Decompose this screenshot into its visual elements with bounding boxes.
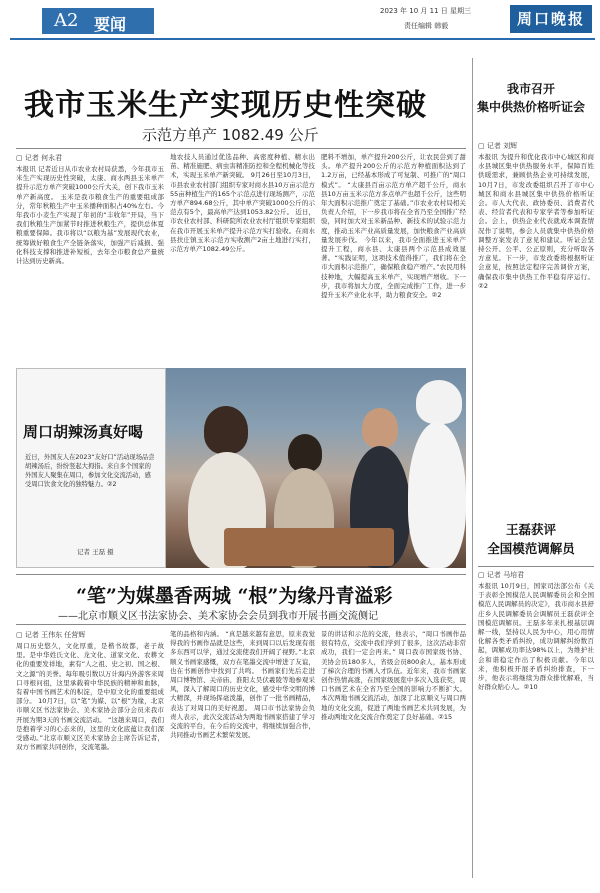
sidebar2-byline: ▢ 记者 马培君 xyxy=(478,570,524,580)
second-body-col3: 景的讲话和示范的交流，他表示，“周口书画作品很有特点，交流中我们学到了很多，这次活动非常成功，我们一定会再来。” 周口我市国家级书协、美协会员180多人，省级会员800余人，基本形成了梯次合理的书画人才队伍。近年来，我市书画家创作热情高涨，在国家级展览中多次入选获奖，周口书画艺术在全省乃至全国的影响力不断扩大。 本次两地书画交流活动，加深了北京顺义与周口两地的文化交流，促进了两地书画艺术共同发展，为推动两地文化交流合作奠定了良好基础。②15 xyxy=(321,630,466,721)
photo-person xyxy=(362,408,398,448)
page-number: A2 xyxy=(54,10,79,31)
news-photo xyxy=(16,368,466,568)
section-name: 要闻 xyxy=(94,15,127,34)
sidebar2-title-line2: 全国模范调解员 xyxy=(487,541,575,556)
second-subheadline: ——北京市顺义区书法家协会、美术家协会会员到我市开展书画交流侧记 xyxy=(58,611,378,622)
divider xyxy=(16,148,466,149)
food-tray xyxy=(224,528,394,566)
divider xyxy=(16,574,466,575)
column-divider xyxy=(472,58,473,878)
sidebar2-body: 本报讯 10月9日，国家司法部公布《关于表彰全国模范人民调解委员会和全国模范人民调解员的决定》，我市商水县舒庄乡人民调解委员会调解员王磊获评全国模范调解员。王磊多年来扎根基层调解一线，坚持以人民为中心，用心用情化解各类矛盾纠纷，成功调解纠纷数百起，调解成功率达98%以上，为维护社会和谐稳定作出了积极贡献。今年以来，他积极开展矛盾纠纷排查，下一步，他表示将继续为群众排忧解难，当好群众贴心人。②10 xyxy=(478,582,594,692)
lead-body-col1: 本报讯 记者近日从市农业农村局获悉，今年我市玉米生产实现历史性突破，太康、商水两县玉米单产提升示范方单产突破1000公斤大关，创下我市玉米单产新高度。 玉米是我市粮食生产的重要组成部分，常年秋粮生产中玉米播种面积占40%左右。今年我市小麦生产实现了年初的“丰收年”开局，当下我们秋粮生产加紧节时推进秋粮生产，提供总体夏粮重要保障。我市将以“以粮为基”发展现代农业，统筹做好粮食生产全链条落实，加强产后减损、强化科技支撑和推进补短板，去年全市粮食总产量统计达到历史新高。 xyxy=(16,165,164,266)
sidebar-divider xyxy=(478,566,594,567)
second-body-col2: 笔的品格和内涵。 “真是越来越有意思，原来我觉得我的书画作品就是这些，来到周口以后发现有很多东西可以学，通过交流使我们开阔了视野。”北京顺义书画家感慨，双方在笔墨交流中增进了友谊，也在书画创作中找到了共鸣。 书画家们先后走进周口博物馆、关帝庙、淮阳太昊伏羲陵等地参观采风，深入了解周口的历史文化，感受中华文明的博大精深，并现场挥毫泼墨，创作了一批书画精品，表达了对周口的美好祝愿。 周口市书法家协会负责人表示，此次交流活动为两地书画家搭建了学习交流的平台，在今后的交流中，将继续加强合作，共同推动书画艺术繁荣发展。 xyxy=(170,630,315,740)
lead-subheadline: 示范方单产 1082.49 公斤 xyxy=(142,126,319,144)
editor-credit: 责任编辑 韩毅 xyxy=(404,22,449,30)
photo-title: 周口胡辣汤真好喝 xyxy=(23,423,144,441)
newspaper-logo: 周口晚报 xyxy=(510,5,592,33)
page-badge xyxy=(42,8,154,34)
second-headline: “笔”为媒墨香两城 “根”为缘丹青溢彩 xyxy=(76,585,393,607)
sidebar1-byline: ▢ 记者 刘辉 xyxy=(478,141,517,151)
sidebar1-title-line2: 集中供热价格听证会 xyxy=(476,100,585,114)
divider xyxy=(16,624,466,625)
sidebar1-body: 本报讯 为提升和优化我市中心城区和商水县城区集中供热服务水平，保障百姓供暖需求，兼顾供热企业可持续发展，10月7日，市发改委组织召开了市中心城区和商水县城区集中供热价格听证会。市人大代表、政协委员、消费者代表、经营者代表和专家学者等参加听证会。会上，供热企业代表就成本调查情况作了说明，参会人员就集中供热价格调整方案发表了意见和建议。听证会坚持公开、公平、公正原则，充分听取各方意见。下一步，市发改委将根据听证会意见，按照法定程序完善调价方案，确保我市集中供热工作平稳有序运行。②2 xyxy=(478,153,594,290)
lead-byline: ▢ 记者 何永君 xyxy=(16,153,62,163)
second-body-col1: 周口历史悠久，文化厚重，是楷书故都，老子故里。是中华姓氏文化、龙文化、道家文化、农耕文化的重要发祥地，素有“人之祖、史之初、国之根、文之源”的美誉。每年吸引数以万计海内外游客来周口寻根问祖，这里承载着中华民族的精神和血脉，有着中国书画艺术的积淀，是中原文化的重要组成部分。 10月7日，以“笔”为媒、以“根”为缘，北京市顺义区书法家协会、美术家协会部分会员来我市开展为期3天的书画交流活动。 “这趟来周口，我们是抱着学习的心态来的，这里的文化底蕴让我们深受感动。”北京市顺义区美术家协会主席告诉记者，双方书画家共同创作，交流笔墨。 xyxy=(16,642,164,752)
issue-date: 2023 年 10 月 11 日 星期三 xyxy=(380,7,471,15)
sidebar2-title-line1: 王磊获评 xyxy=(505,522,556,537)
lead-headline: 我市玉米生产实现历史性突破 xyxy=(24,88,427,123)
second-byline: ▢ 记者 王伟东 任营辉 xyxy=(16,630,85,640)
photo-credit: 记者 王磊 摄 xyxy=(77,548,114,556)
photo-person xyxy=(408,422,466,568)
photo-person xyxy=(416,380,462,424)
lead-body-col2: 地农技人员通过优选品种、高密度种植、精水出苗、精准施肥、病虫害精准防控和全程机械化等技术，实现玉米单产新突破。 9月26日至10月3日，市县农业农村部门组织专家对商水县10万亩示范方55亩种植生产的165个示范点进行现场测产，示范方单产894.68公斤，其中单产突破1000公斤的示范点有5个，最高单产达到1053.82公斤。 近日，市农业农村部、科研院所农业农村厅组织专家组织在我市开展玉米单产提升示范方实打验收。在商水县扶庄镇玉米示范方实收测产2亩土地进行实打，示范方单产1082.49公斤。 xyxy=(170,153,315,254)
lead-body-col3: 肥料不增加，单产提升200公斤，让农民尝到了甜头。单产提升200公斤的示范方种植面积达到了1.2万亩，已经基本形成了可复制、可推广的“周口模式”。 “太康县百亩示范方单产超千公斤，商水县10万亩玉米示范方多点单产也超千公斤，这些明年大面积示范推广奠定了基础。”市农业农村局相关负责人介绍，下一步我市将在全省乃至全国推广经验，同时加大对玉米新品种、新技术的试验示范力度，推动玉米产业高质量发展，加快粮食产业高质量发展步伐。 今年以来，我市全面推进玉米单产提升工程，商水县、太康县两个示范县成效显著。“实践证明，这项技术值得推广，我们将在全市大面积示范推广，确保粮食稳产增产。”农民用科技种地，大幅提高玉米单产，实现增产增收。下一步，我市将加大力度，全面完成推广工作，进一步提升玉米产业化水平，助力粮食安全。②2 xyxy=(321,153,466,300)
photo-caption-box xyxy=(16,368,166,568)
photo-caption: 近日，外国友人在2023“友好口”活动现场品尝胡辣汤后，纷纷竖起大拇指。来自多个国家的外国友人聚集在周口，参加文化交流活动，感受周口饮食文化的独特魅力。②2 xyxy=(25,454,155,488)
photo-person xyxy=(204,406,248,454)
page-header xyxy=(10,0,595,40)
sidebar1-title-line1: 我市召开 xyxy=(506,82,555,96)
photo-person xyxy=(288,434,322,472)
